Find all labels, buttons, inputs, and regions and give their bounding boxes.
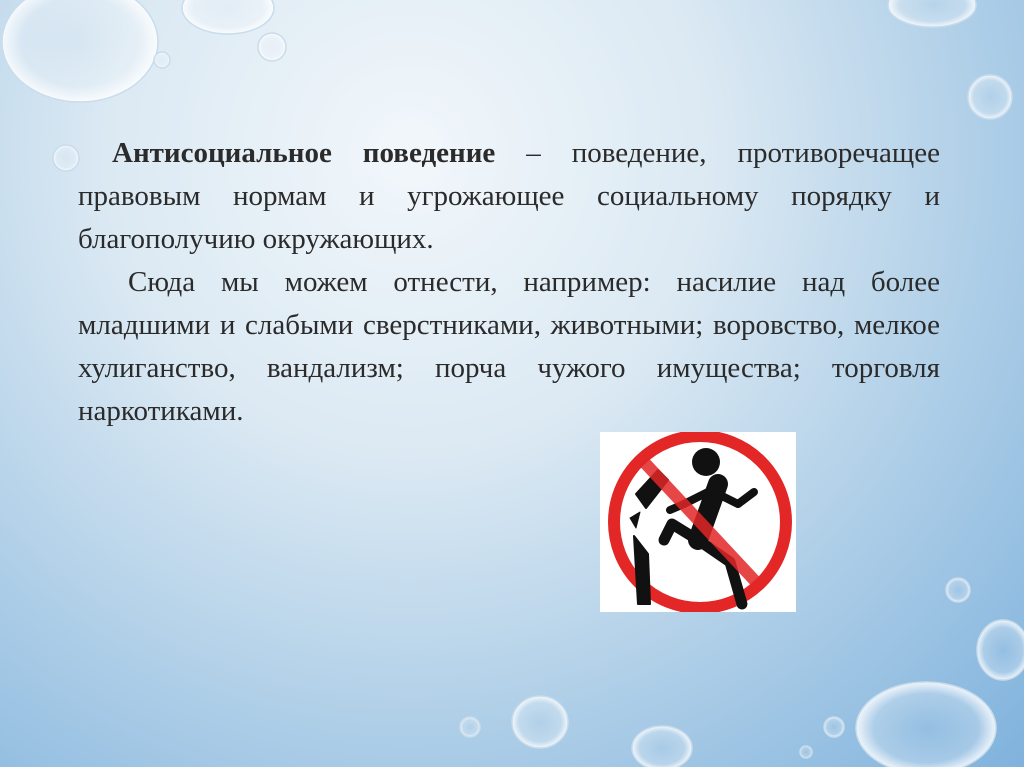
water-drop [888,0,976,27]
water-drop [258,33,286,61]
water-drop [154,52,170,68]
definition-paragraph [78,132,940,261]
water-drop [977,620,1024,680]
water-drop [968,75,1012,119]
examples-paragraph: Сюда мы можем отнести, например: насилие над более младшими и слабыми сверстниками, животными; воровство, мелкое хулиганство, вандализм; порча чужого имущества; торговля наркотиками. [78,266,940,427]
water-drop [182,0,274,34]
water-drop [824,717,844,737]
water-drop [632,726,692,767]
water-drop [53,145,79,171]
water-drop [512,696,568,748]
prohibition-sign-image [600,432,796,612]
water-drop [460,717,480,737]
water-drop [946,578,970,602]
definition-text: – поведение, противоречащее правовым нормам и угрожающее социальному порядку и благополучию окружающих. [78,137,940,255]
water-drop [2,0,158,102]
water-drop [856,682,996,767]
water-drop [800,746,812,758]
definition-term: Антисоциальное поведение [112,137,496,169]
slide-text [78,132,940,433]
no-vandalism-icon [600,432,796,612]
